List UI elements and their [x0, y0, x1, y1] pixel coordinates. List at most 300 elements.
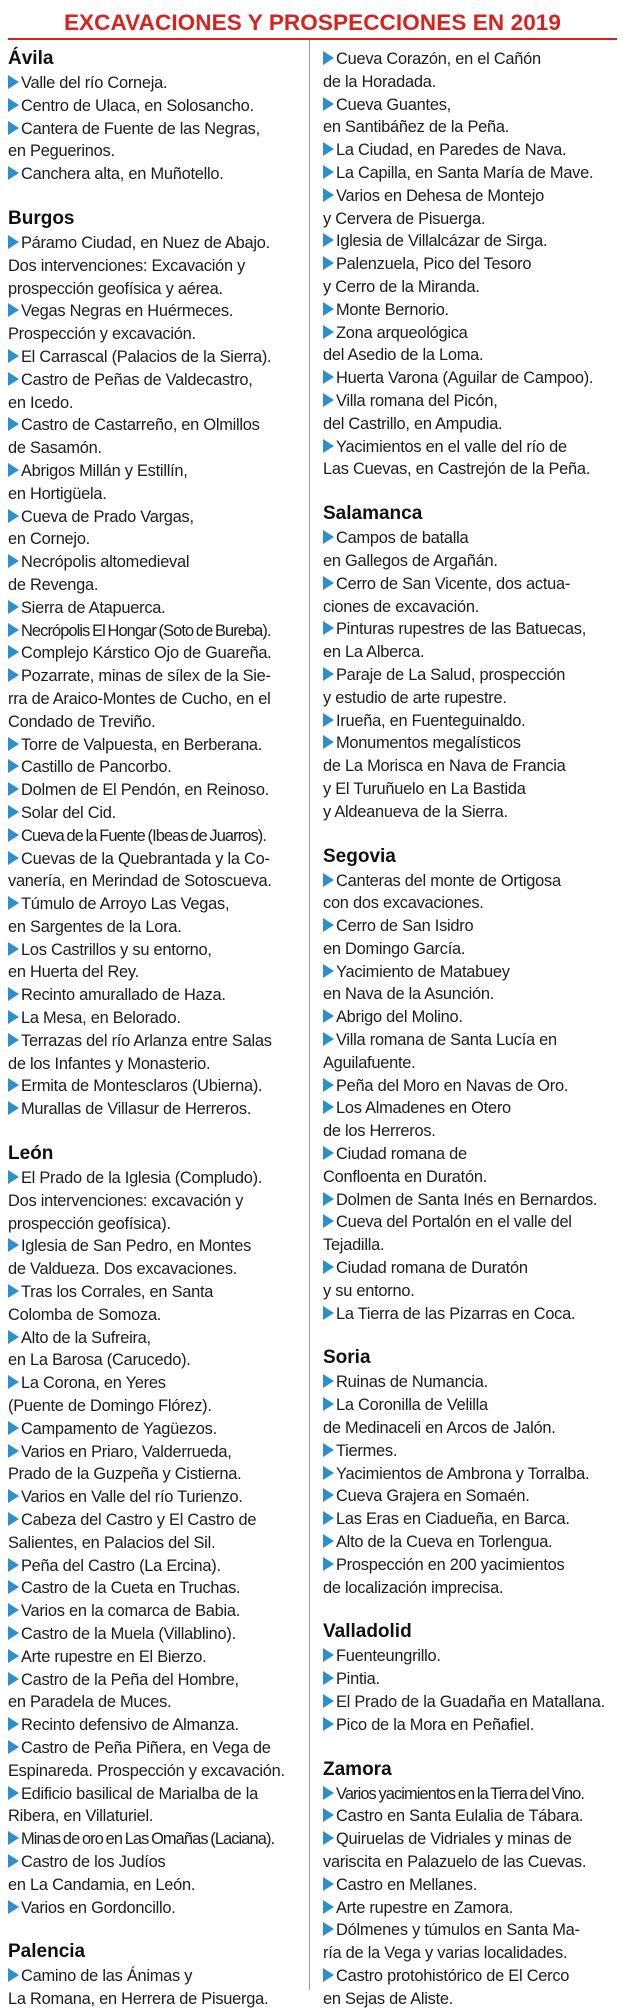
list-item [8, 300, 301, 346]
list-item-text: Varios yacimientos en la Tierra del Vino. [336, 1784, 585, 1803]
list-item-text: La Capilla, en Santa María de Mave. [336, 163, 594, 182]
list-item [8, 1281, 301, 1327]
list-item [8, 597, 301, 620]
list-item-text: Tras los Corrales, en Santa Colomba de Somoza. [8, 1283, 214, 1324]
list-item [323, 1805, 617, 1828]
triangle-right-icon [8, 463, 19, 477]
list-item [8, 1897, 301, 1920]
list-item [8, 95, 301, 118]
triangle-right-icon [8, 668, 19, 682]
list-item [323, 1645, 617, 1668]
triangle-right-icon [8, 1512, 19, 1526]
list-item [323, 1714, 617, 1737]
list-item-text: La Ciudad, en Paredes de Nava. [336, 141, 567, 160]
list-item [323, 1919, 617, 1965]
triangle-right-icon [323, 97, 334, 111]
triangle-right-icon [323, 1009, 334, 1023]
list-item-text: Complejo Kárstico Ojo de Guareña. [21, 644, 272, 663]
list-item [8, 118, 301, 164]
list-item [323, 915, 617, 961]
triangle-right-icon [8, 303, 19, 317]
list-item-text: Cueva Corazón, en el Cañón de la Horadada. [323, 50, 541, 91]
triangle-right-icon [8, 828, 19, 842]
list-item [8, 642, 301, 665]
list-item [8, 1669, 301, 1715]
list-item [323, 230, 617, 253]
triangle-right-icon [8, 349, 19, 363]
triangle-right-icon [323, 233, 334, 247]
list-item-text: Alto de la Cueva en Torlengua. [336, 1533, 553, 1552]
triangle-right-icon [323, 370, 334, 384]
section-salamanca [323, 503, 617, 823]
triangle-right-icon [323, 576, 334, 590]
triangle-right-icon [323, 439, 334, 453]
list-item-text: Arte rupestre en Zamora. [336, 1898, 514, 1917]
list-item [323, 1965, 617, 2011]
triangle-right-icon [8, 737, 19, 751]
triangle-right-icon [323, 713, 334, 727]
list-item-text: Iglesia de Villalcázar de Sirga. [336, 232, 548, 251]
list-item-text: Cuevas de la Quebrantada y la Co- vanería, en Merindad de Sotoscueva. [8, 849, 272, 891]
list-item [8, 893, 301, 939]
list-item-text: Castro de los Judíos en La Candamia, en León. [8, 1852, 196, 1894]
list-item [8, 1714, 301, 1737]
list-item [323, 1097, 617, 1143]
triangle-right-icon [8, 851, 19, 865]
triangle-right-icon [8, 1626, 19, 1640]
list-item-text: Castro en Santa Eulalia de Tábara. [336, 1807, 584, 1826]
triangle-right-icon [8, 1330, 19, 1344]
triangle-right-icon [323, 1146, 334, 1160]
list-item-text: Sierra de Atapuerca. [21, 598, 166, 617]
section-soria [323, 1347, 617, 1599]
list-item-text: Yacimientos en el valle del río de Las Cuevas, en Castrejón de la Peña. [323, 437, 591, 479]
list-item [8, 506, 301, 552]
list-item [8, 1007, 301, 1030]
list-item-text: Castro en Mellanes. [336, 1875, 478, 1894]
triangle-right-icon [323, 964, 334, 978]
list-item-text: Monumentos megalísticos de La Morisca en Nava de Francia y El Turuñuelo en La Bastida y Aldeanueva de la Sierra. [323, 734, 566, 821]
list-item [8, 1075, 301, 1098]
triangle-right-icon [8, 417, 19, 431]
list-item [8, 756, 301, 779]
list-item [8, 825, 301, 848]
list-item-text: Castillo de Pancorbo. [21, 758, 172, 777]
list-item-text: Canchera alta, en Muñotello. [21, 165, 224, 184]
list-item-text: Varios en la comarca de Babia. [21, 1602, 241, 1621]
triangle-right-icon [8, 1649, 19, 1663]
section-palencia [323, 48, 617, 481]
triangle-right-icon [323, 51, 334, 65]
list-item [8, 984, 301, 1007]
list-item-text: Solar del Cid. [21, 803, 116, 822]
list-item-text: Pintia. [336, 1670, 380, 1689]
list-item [323, 48, 617, 94]
list-item-text: Vegas Negras en Huérmeces. Prospección y excavación. [8, 302, 234, 344]
list-item-text: Castro protohistórico de El Cerco en Sejas de Aliste. [323, 1966, 570, 2008]
triangle-right-icon [323, 1534, 334, 1548]
list-item-text: Murallas de Villasur de Herreros. [21, 1100, 252, 1119]
triangle-right-icon [8, 1033, 19, 1047]
triangle-right-icon [8, 166, 19, 180]
list-item-text: Villa romana del Picón, del Castrillo, en Ampudia. [323, 391, 503, 433]
section-segovia [323, 846, 617, 1326]
triangle-right-icon [8, 782, 19, 796]
list-item [323, 1211, 617, 1257]
triangle-right-icon [323, 1443, 334, 1457]
triangle-right-icon [8, 600, 19, 614]
list-item [323, 322, 617, 368]
triangle-right-icon [323, 1831, 334, 1845]
list-item-text: Peña del Castro (La Ercina). [21, 1556, 221, 1575]
triangle-right-icon [8, 942, 19, 956]
left-column [8, 40, 310, 2009]
list-item [8, 802, 301, 825]
list-item [8, 346, 301, 369]
list-item [323, 162, 617, 185]
triangle-right-icon [323, 1032, 334, 1046]
section-title: Soria [323, 1347, 371, 1369]
list-item-text: Terrazas del río Arlanza entre Salas de los Infantes y Monasterio. [8, 1031, 272, 1073]
triangle-right-icon [323, 142, 334, 156]
list-item [323, 1874, 617, 1897]
list-item-text: La Coronilla de Velilla de Medinaceli en Arcos de Jalón. [323, 1396, 556, 1438]
triangle-right-icon [323, 1786, 334, 1800]
list-item [8, 163, 301, 186]
triangle-right-icon [8, 1854, 19, 1868]
list-item [8, 1486, 301, 1509]
list-item-text: Iglesia de San Pedro, en Montes de Valdueza. Dos excavaciones. [8, 1237, 252, 1279]
list-item [8, 369, 301, 415]
triangle-right-icon [8, 98, 19, 112]
columns [8, 40, 617, 2009]
list-item [8, 779, 301, 802]
list-item-text: Ruinas de Numancia. [336, 1373, 488, 1392]
list-item [8, 1646, 301, 1669]
triangle-right-icon [8, 805, 19, 819]
list-item [8, 1851, 301, 1897]
list-item-text: El Prado de la Guadaña en Matallana. [336, 1693, 605, 1711]
list-item [323, 1463, 617, 1486]
triangle-right-icon [8, 1010, 19, 1024]
list-item [323, 1668, 617, 1691]
list-item-text: Varios en Dehesa de Montejo y Cervera de Pisuerga. [323, 186, 544, 228]
list-item [8, 460, 301, 506]
list-item [8, 1098, 301, 1121]
triangle-right-icon [8, 554, 19, 568]
list-item-text: Villa romana de Santa Lucía en Aguilafuente. [323, 1031, 557, 1072]
triangle-right-icon [8, 509, 19, 523]
list-item [8, 1441, 301, 1487]
triangle-right-icon [323, 621, 334, 635]
list-item-text: Cerro de San Isidro en Domingo García. [323, 917, 474, 958]
list-item [323, 1531, 617, 1554]
list-item [323, 1691, 617, 1714]
triangle-right-icon [323, 1717, 334, 1731]
list-item [323, 1440, 617, 1463]
triangle-right-icon [323, 1214, 334, 1228]
list-item-text: Varios en Valle del río Turienzo. [21, 1488, 243, 1507]
right-column [310, 40, 617, 2008]
triangle-right-icon [8, 1489, 19, 1503]
list-item-text: La Corona, en Yeres (Puente de Domingo Flórez). [8, 1374, 212, 1416]
list-item [8, 1828, 301, 1851]
list-item-text: Minas de oro en Las Omañas (Laciana). [21, 1830, 275, 1849]
list-item-text: Abrigo del Molino. [336, 1008, 463, 1027]
list-item-text: Fuenteungrillo. [336, 1647, 441, 1666]
list-item [323, 1029, 617, 1075]
list-item-text: Castro de Peña Piñera, en Vega de Espinareda. Prospección y excavación. [8, 1738, 285, 1780]
list-item-text: Las Eras en Ciadueña, en Barca. [336, 1510, 570, 1529]
triangle-right-icon [323, 1100, 334, 1114]
triangle-right-icon [323, 1900, 334, 1914]
list-item [8, 665, 301, 733]
triangle-right-icon [8, 1170, 19, 1184]
list-item [8, 232, 301, 300]
list-item [8, 1372, 301, 1418]
triangle-right-icon [8, 1421, 19, 1435]
list-item-text: Alto de la Sufreira, en La Barosa (Carucedo). [8, 1328, 191, 1370]
list-item [323, 618, 617, 664]
list-item-text: Castro de Castarreño, en Olmillos de Sasamón. [8, 416, 260, 458]
list-item [8, 1235, 301, 1281]
section-title: Palencia [8, 1941, 86, 1963]
section-title: León [8, 1143, 54, 1165]
list-item-text: Castro de la Muela (Villablino). [21, 1625, 236, 1643]
triangle-right-icon [8, 235, 19, 249]
list-item-text: Cueva de Prado Vargas, en Cornejo. [8, 507, 194, 549]
triangle-right-icon [323, 735, 334, 749]
triangle-right-icon [323, 1397, 334, 1411]
triangle-right-icon [323, 1192, 334, 1206]
list-item [323, 367, 617, 390]
list-item-text: Torre de Valpuesta, en Berberana. [21, 735, 263, 754]
list-item [8, 1783, 301, 1829]
list-item-text: Arte rupestre en El Bierzo. [21, 1647, 207, 1666]
list-item [323, 1075, 617, 1098]
list-item [323, 1371, 617, 1394]
triangle-right-icon [8, 1238, 19, 1252]
triangle-right-icon [323, 1078, 334, 1092]
list-item [8, 1555, 301, 1578]
list-item-text: Ermita de Montesclaros (Ubierna). [21, 1077, 263, 1096]
list-item-text: Los Castrillos y su entorno, en Huerta del Rey. [8, 940, 212, 982]
list-item [323, 1303, 617, 1326]
list-item-text: Pozarrate, minas de sílex de la Sie- rra de Araico-Montes de Cucho, en el Condado de Treviño. [8, 667, 271, 731]
list-item-text: Yacimientos de Ambrona y Torralba. [336, 1464, 590, 1483]
site-list [323, 527, 617, 823]
list-item-text: El Carrascal (Palacios de la Sierra). [21, 347, 272, 366]
section-title: Zamora [323, 1758, 392, 1780]
list-item-text: Pinturas rupestres de las Batuecas, en La Alberca. [323, 620, 586, 662]
list-item-text: Cueva Guantes, en Santibáñez de la Peña. [323, 95, 510, 137]
list-item-text: Centro de Ulaca, en Solosancho. [21, 96, 254, 115]
triangle-right-icon [323, 1466, 334, 1480]
list-item-text: Ciudad romana de Confloenta en Duratón. [323, 1145, 487, 1186]
list-item-text: Pico de la Mora en Peñafiel. [336, 1715, 535, 1734]
list-item-text: Páramo Ciudad, en Nuez de Abajo. Dos intervenciones: Excavación y prospección geofísica y aérea. [8, 233, 270, 298]
triangle-right-icon [323, 1511, 334, 1525]
list-item-text: Los Almadenes en Otero de los Herreros. [323, 1099, 511, 1141]
triangle-right-icon [323, 1922, 334, 1936]
list-item [323, 732, 617, 823]
list-item-text: El Prado de la Iglesia (Compludo). Dos intervenciones: excavación y prospección geofísica). [8, 1169, 263, 1233]
list-item-text: Quiruelas de Vidriales y minas de variscita en Palazuelo de las Cuevas. [323, 1830, 587, 1871]
list-item-text: Campos de batalla en Gallegos de Argañán. [323, 529, 498, 570]
list-item [323, 1257, 617, 1303]
triangle-right-icon [323, 1306, 334, 1320]
list-item [8, 1418, 301, 1441]
triangle-right-icon [8, 645, 19, 659]
list-item [8, 1737, 301, 1783]
triangle-right-icon [323, 1968, 334, 1982]
list-item [323, 390, 617, 436]
site-list [323, 1371, 617, 1599]
section-valladolid [323, 1621, 617, 1736]
list-item-text: Ciudad romana de Duratón y su entorno. [323, 1259, 528, 1300]
list-item [8, 1327, 301, 1373]
site-list [8, 232, 301, 1121]
triangle-right-icon [323, 1374, 334, 1388]
triangle-right-icon [8, 1101, 19, 1115]
list-item [8, 1965, 301, 2011]
list-item [323, 299, 617, 322]
triangle-right-icon [323, 918, 334, 932]
triangle-right-icon [323, 165, 334, 179]
page-title: EXCAVACIONES Y PROSPECCIONES EN 2019 [8, 6, 617, 40]
list-item-text: Cueva Grajera en Somaén. [336, 1487, 530, 1506]
list-item-text: Dolmen de Santa Inés en Bernardos. [336, 1190, 598, 1209]
triangle-right-icon [323, 1557, 334, 1571]
list-item-text: Yacimiento de Matabuey en Nava de la Asunción. [323, 962, 510, 1004]
list-item [8, 1167, 301, 1235]
triangle-right-icon [8, 121, 19, 135]
triangle-right-icon [8, 1558, 19, 1572]
list-item-text: Castro de la Peña del Hombre, en Paradela de Muces. [8, 1670, 239, 1712]
site-list [323, 48, 617, 481]
list-item-text: Necrópolis altomedieval de Revenga. [8, 553, 190, 594]
site-list [323, 1783, 617, 2011]
section-burgos [8, 208, 301, 1121]
section-title: Burgos [8, 207, 75, 229]
list-item [323, 436, 617, 482]
list-item-text: Canteras del monte de Ortigosa con dos excavaciones. [323, 871, 561, 913]
list-item-text: Castro de la Cueta en Truchas. [21, 1579, 241, 1598]
triangle-right-icon [8, 623, 19, 637]
list-item-text: Castro de Peñas de Valdecastro, en Icedo. [8, 370, 253, 412]
triangle-right-icon [323, 530, 334, 544]
list-item [323, 1189, 617, 1212]
triangle-right-icon [323, 667, 334, 681]
triangle-right-icon [8, 1717, 19, 1731]
list-item [323, 664, 617, 710]
list-item [323, 139, 617, 162]
list-item [8, 848, 301, 894]
list-item-text: Dólmenes y túmulos en Santa Ma- ría de la Vega y varias localidades. [323, 1921, 580, 1963]
triangle-right-icon [8, 1672, 19, 1686]
triangle-right-icon [8, 759, 19, 773]
triangle-right-icon [323, 1694, 334, 1708]
list-item [323, 1508, 617, 1531]
list-item [323, 1554, 617, 1600]
section-leon [8, 1143, 301, 1919]
list-item [8, 551, 301, 597]
site-list [8, 72, 301, 186]
triangle-right-icon [323, 1260, 334, 1274]
triangle-right-icon [8, 1580, 19, 1594]
list-item-text: La Tierra de las Pizarras en Coca. [336, 1304, 576, 1323]
site-list [323, 1645, 617, 1736]
list-item [323, 253, 617, 299]
list-item [8, 620, 301, 643]
triangle-right-icon [323, 302, 334, 316]
triangle-right-icon [323, 393, 334, 407]
list-item [323, 1006, 617, 1029]
section-title: Salamanca [323, 503, 423, 525]
list-item-text: Tiermes. [336, 1441, 398, 1460]
list-item [8, 1509, 301, 1555]
list-item [323, 1897, 617, 1920]
list-item [323, 185, 617, 231]
list-item-text: Necrópolis El Hongar (Soto de Bureba). [21, 621, 271, 640]
triangle-right-icon [8, 1786, 19, 1800]
list-item [323, 1143, 617, 1189]
list-item [323, 1783, 617, 1806]
list-item [8, 1600, 301, 1623]
list-item-text: Huerta Varona (Aguilar de Campoo). [336, 369, 594, 388]
triangle-right-icon [8, 1444, 19, 1458]
section-title: Ávila [8, 48, 54, 69]
triangle-right-icon [323, 1648, 334, 1662]
list-item-text: Túmulo de Arroyo Las Vegas, en Sargentes de la Lora. [8, 895, 230, 936]
section-avila [8, 48, 301, 186]
list-item-text: Dolmen de El Pendón, en Reinoso. [21, 781, 270, 800]
site-list [323, 870, 617, 1326]
list-item-text: Cerro de San Vicente, dos actua- ciones de excavación. [323, 574, 571, 616]
triangle-right-icon [323, 873, 334, 887]
list-item-text: Palenzuela, Pico del Tesoro y Cerro de la Miranda. [323, 255, 532, 296]
section-title: Segovia [323, 845, 396, 867]
triangle-right-icon [8, 987, 19, 1001]
list-item [8, 1030, 301, 1076]
list-item-text: Zona arqueológica del Asedio de la Loma. [323, 323, 484, 365]
triangle-right-icon [8, 1740, 19, 1754]
list-item [323, 710, 617, 733]
list-item-text: Campamento de Yagüezos. [21, 1419, 217, 1438]
list-item-text: Prospección en 200 yacimientos de localización imprecisa. [323, 1555, 565, 1597]
triangle-right-icon [8, 1831, 19, 1845]
list-item [323, 961, 617, 1007]
list-item-text: Cueva del Portalón en el valle del Tejadilla. [323, 1213, 572, 1255]
list-item-text: Camino de las Ánimas y La Romana, en Herrera de Pisuerga. [8, 1967, 269, 2009]
site-list [8, 1965, 301, 2011]
list-item [8, 939, 301, 985]
triangle-right-icon [8, 1603, 19, 1617]
list-item [8, 1577, 301, 1600]
list-item [323, 1394, 617, 1440]
list-item [323, 870, 617, 916]
triangle-right-icon [323, 1488, 334, 1502]
list-item-text: Cueva de la Fuente (Ibeas de Juarros). [21, 826, 266, 845]
list-item-text: Valle del río Corneja. [21, 74, 168, 92]
list-item [323, 1485, 617, 1508]
site-list [8, 1167, 301, 1919]
list-item-text: Paraje de La Salud, prospección y estudio de arte rupestre. [323, 665, 566, 707]
triangle-right-icon [8, 1968, 19, 1982]
triangle-right-icon [8, 896, 19, 910]
list-item [8, 72, 301, 95]
list-item-text: Cabeza del Castro y El Castro de Salientes, en Palacios del Sil. [8, 1511, 257, 1552]
